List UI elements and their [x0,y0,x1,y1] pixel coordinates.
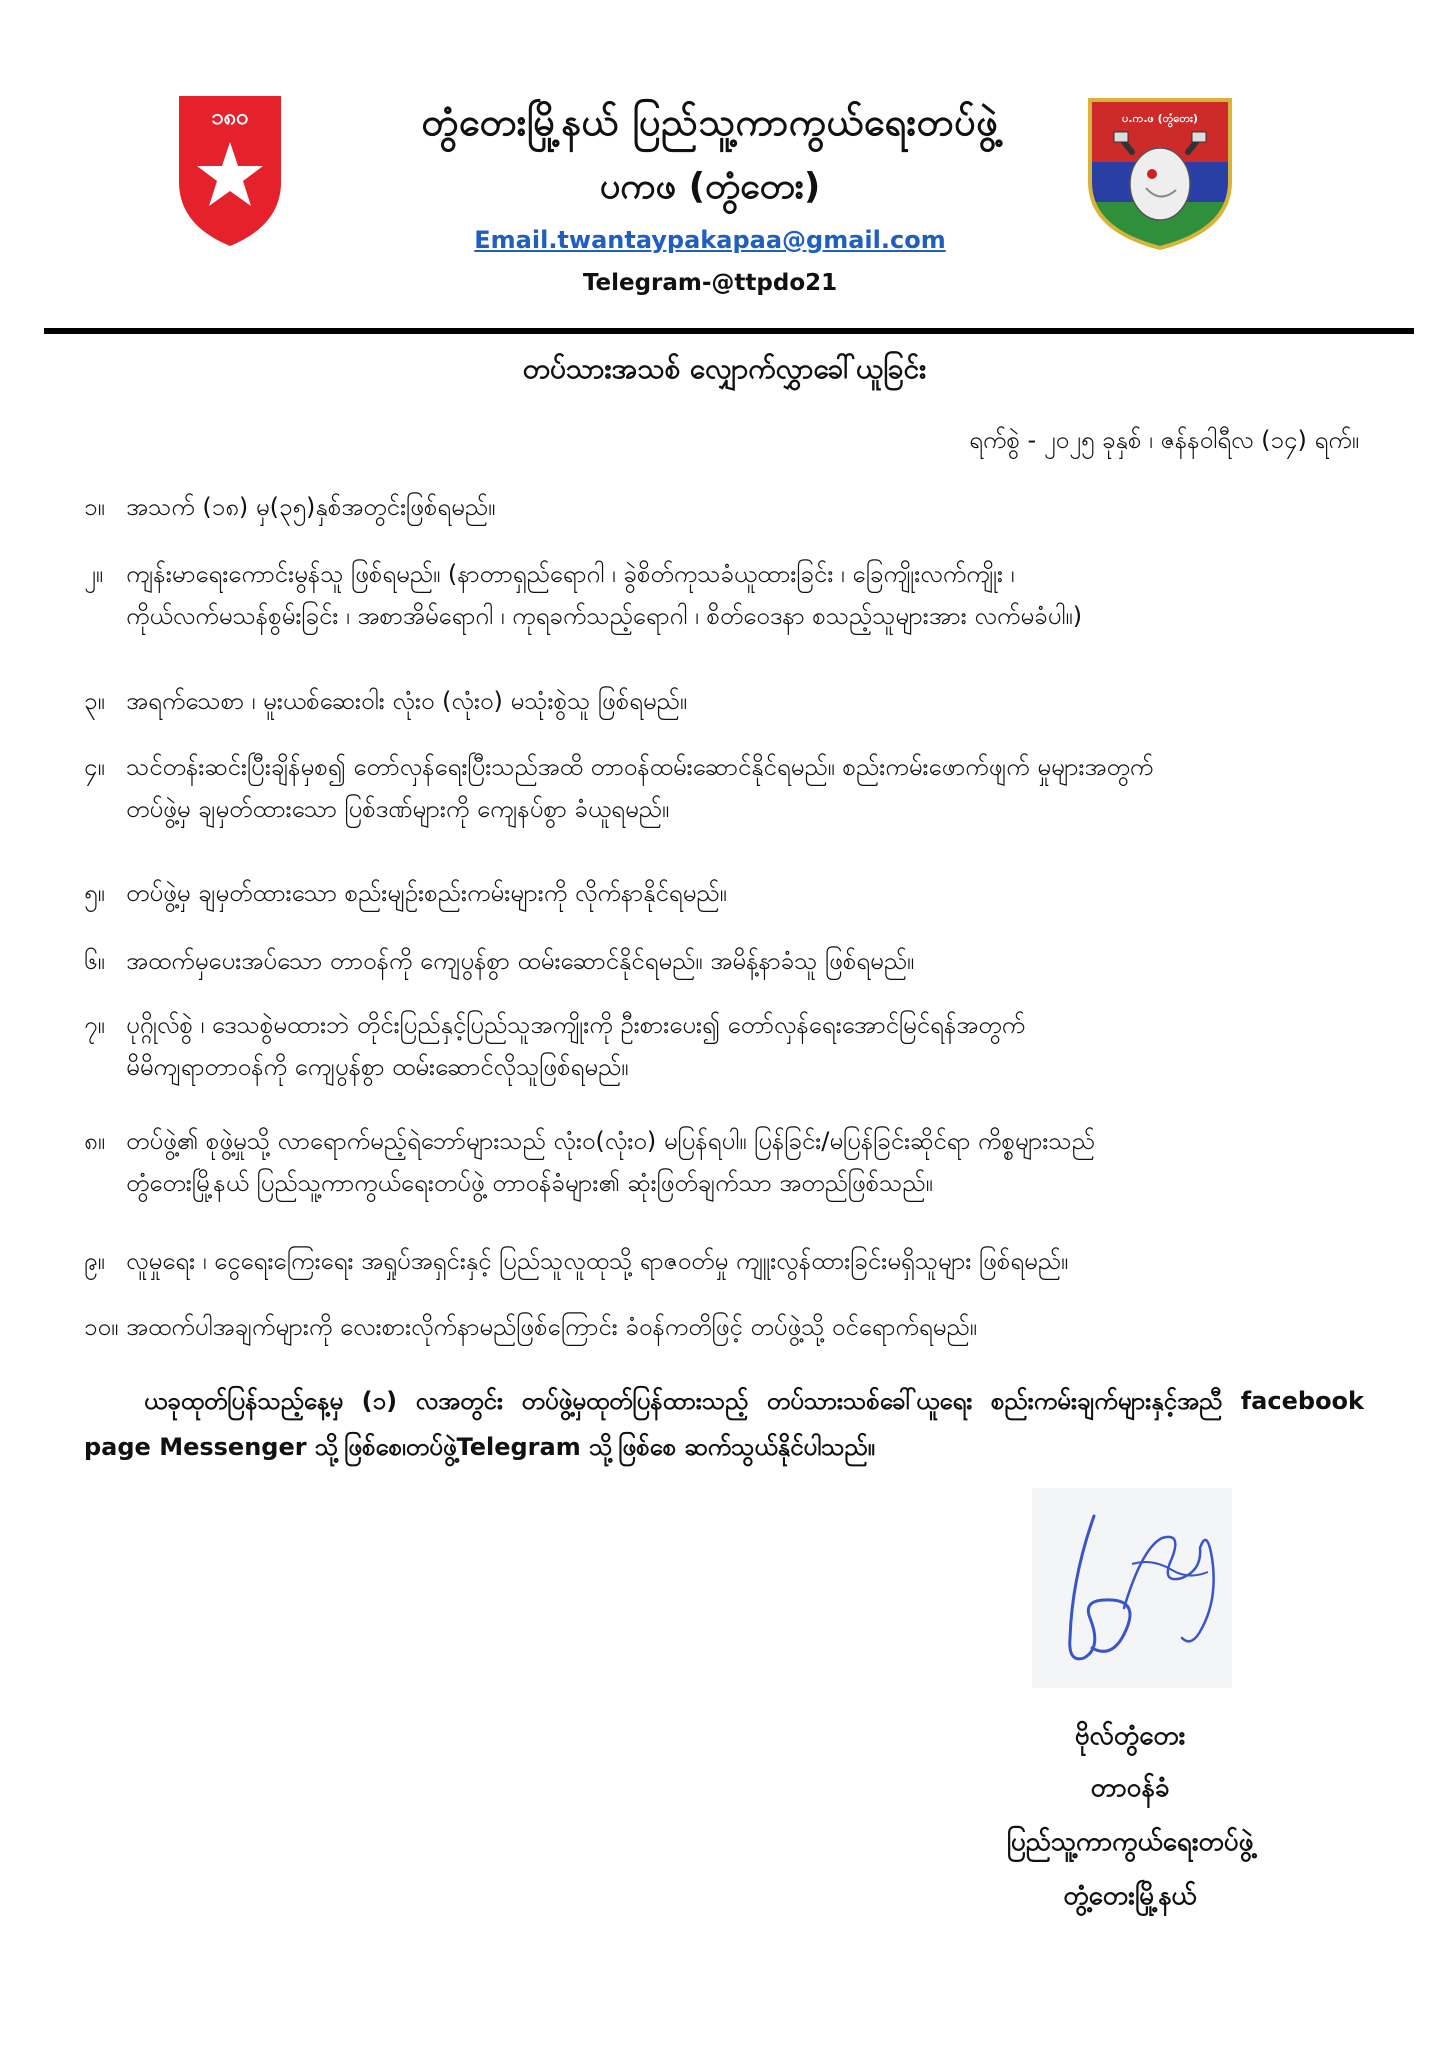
item-text: အသက် (၁၈) မှ(၃၅)နှစ်အတွင်းဖြစ်ရမည်။ [126,493,496,521]
list-item [84,1306,1364,1348]
email-link[interactable]: Email.twantaypakapaa@gmail.com [474,226,946,254]
closing-paragraph: ယခုထုတ်ပြန်သည့်နေ့မှ (၁) လအတွင်း တပ်ဖွဲ့မှထုတ်ပြန်ထားသည့် တပ်သားသစ်ခေါ်ယူရေး စည်းကမ်းချက်များနှင့်အညီ facebook page Messenger သို့ဖြစ်စေ၊တပ်ဖွဲ့Telegram သို့ဖြစ်စေ ဆက်သွယ်နိုင်ပါသည်။ [84,1387,1364,1461]
item-text: ပုဂ္ဂိုလ်စွဲ ၊ ဒေသစွဲမထားဘဲ တိုင်းပြည်နှင့်ပြည်သူအကျိုးကို ဦးစားပေး၍ တော်လှန်ရေးအောင်မြင်ရန်အတွက် [126,1011,1026,1039]
telegram-handle: Telegram-@ttpdo21 [582,270,838,296]
list-item [84,1240,1364,1282]
item-text: အရက်သေစာ ၊ မူးယစ်ဆေးဝါး လုံးဝ (လုံးဝ) မသုံးစွဲသူ ဖြစ်ရမည်။ [126,687,688,715]
item-text: လူမှုရေး ၊ ငွေရေးကြေးရေး အရှုပ်အရှင်းနှင့် ပြည်သူလူထုသို့ ရာဇဝတ်မှု ကျူးလွန်ထားခြင်းမရှိသူများ ဖြစ်ရမည်။ [126,1247,1069,1275]
item-continuation: မိမိကျရာတာဝန်ကို ကျေပွန်စွာ ထမ်းဆောင်လိုသူဖြစ်ရမည်။ [126,1053,629,1081]
signer-org: ပြည်သူ့ကာကွယ်ရေးတပ်ဖွဲ့ [1006,1827,1254,1857]
item-number: ၉။ [84,1247,105,1275]
item-continuation: ကိုယ်လက်မသန်စွမ်းခြင်း ၊ အစာအိမ်ရောဂါ ၊ ကုရခက်သည့်ရောဂါ ၊ စိတ်ဝေဒနာ စသည့်သူများအား လက်မခံပါ။) [126,602,1083,630]
list-item [84,680,1364,722]
org-title: တွံတေးမြို့နယ် ပြည်သူ့ကာကွယ်ရေးတပ်ဖွဲ့ [421,100,999,144]
signer-name: ဗိုလ်တွံတေး [1074,1721,1186,1751]
emblem-shield-icon [1080,92,1240,252]
document-title: တပ်သားအသစ် လျှောက်လွှာခေါ်ယူခြင်း [522,352,927,385]
list-item [84,486,1364,528]
item-text: သင်တန်းဆင်းပြီးချိန်မှစ၍ တော်လှန်ရေးပြီးသည်အထိ တာဝန်ထမ်းဆောင်နိုင်ရမည်။ စည်းကမ်းဖောက်ဖျက် မှုများအတွက် [126,753,1154,781]
item-number: ၁၀။ [84,1313,119,1341]
item-continuation: တွံတေးမြို့နယ် ပြည်သူ့ကာကွယ်ရေးတပ်ဖွဲ့ တာဝန်ခံများ၏ ဆုံးဖြတ်ချက်သာ အတည်ဖြစ်သည်။ [126,1169,933,1197]
header-divider [44,328,1414,334]
item-number: ၂။ [84,560,104,588]
item-number: ၇။ [84,1011,105,1039]
org-subtitle: ပကဖ (တွံတေး) [599,166,821,207]
list-item [84,746,1364,830]
item-continuation: တပ်ဖွဲ့မှ ချမှတ်ထားသော ပြစ်ဒဏ်များကို ကျေနပ်စွာ ခံယူရမည်။ [126,795,670,823]
item-number: ၄။ [84,753,105,781]
list-item [84,553,1364,637]
left-logo-text: ၁၈၀ [211,105,249,130]
item-text: အထက်ပါအချက်များကို လေးစားလိုက်နာမည်ဖြစ်ကြောင်း ခံဝန်ကတိဖြင့် တပ်ဖွဲ့သို့ ဝင်ရောက်ရမည်။ [126,1313,977,1341]
star-shield-icon [175,90,285,250]
item-number: ၈။ [84,1127,105,1155]
handwritten-signature [1032,1488,1232,1688]
signer-township: တွံ့တေးမြို့နယ် [1063,1881,1197,1911]
signer-role: တာဝန်ခံ [1090,1773,1170,1803]
list-item [84,1004,1364,1088]
item-text: တပ်ဖွဲ့၏ စုဖွဲ့မှုသို့ လာရောက်မည့်ရဲဘော်များသည် လုံးဝ(လုံးဝ) မပြန်ရပါ။ ပြန်ခြင်း/မပြန်ခြင်းဆိုင်ရာ ကိစ္စများသည် [126,1127,1095,1155]
right-logo-text: ပ.က.ဖ (တွံတေး) [1122,112,1198,125]
document-date: ရက်စွဲ - ၂၀၂၅ ခုနှစ် ၊ ဇန်နဝါရီလ (၁၄) ရက်။ [969,426,1359,454]
item-text: အထက်မှပေးအပ်သော တာဝန်ကို ကျေပွန်စွာ ထမ်းဆောင်နိုင်ရမည်။ အမိန့်နာခံသူ ဖြစ်ရမည်။ [126,947,915,975]
item-number: ၆။ [84,947,105,975]
item-text: ကျန်းမာရေးကောင်းမွန်သူ ဖြစ်ရမည်။ (နာတာရှည်ရောဂါ ၊ ခွဲစိတ်ကုသခံယူထားခြင်း ၊ ခြေကျိုးလက်ကျိုး ၊ [126,560,1015,588]
item-number: ၃။ [84,687,105,715]
list-item [84,1120,1364,1204]
item-number: ၁။ [84,493,105,521]
item-text: တပ်ဖွဲ့မှ ချမှတ်ထားသော စည်းမျဉ်းစည်းကမ်းများကို လိုက်နာနိုင်ရမည်။ [126,879,727,907]
item-number: ၅။ [84,879,105,907]
list-item [84,940,1364,982]
list-item [84,872,1364,914]
